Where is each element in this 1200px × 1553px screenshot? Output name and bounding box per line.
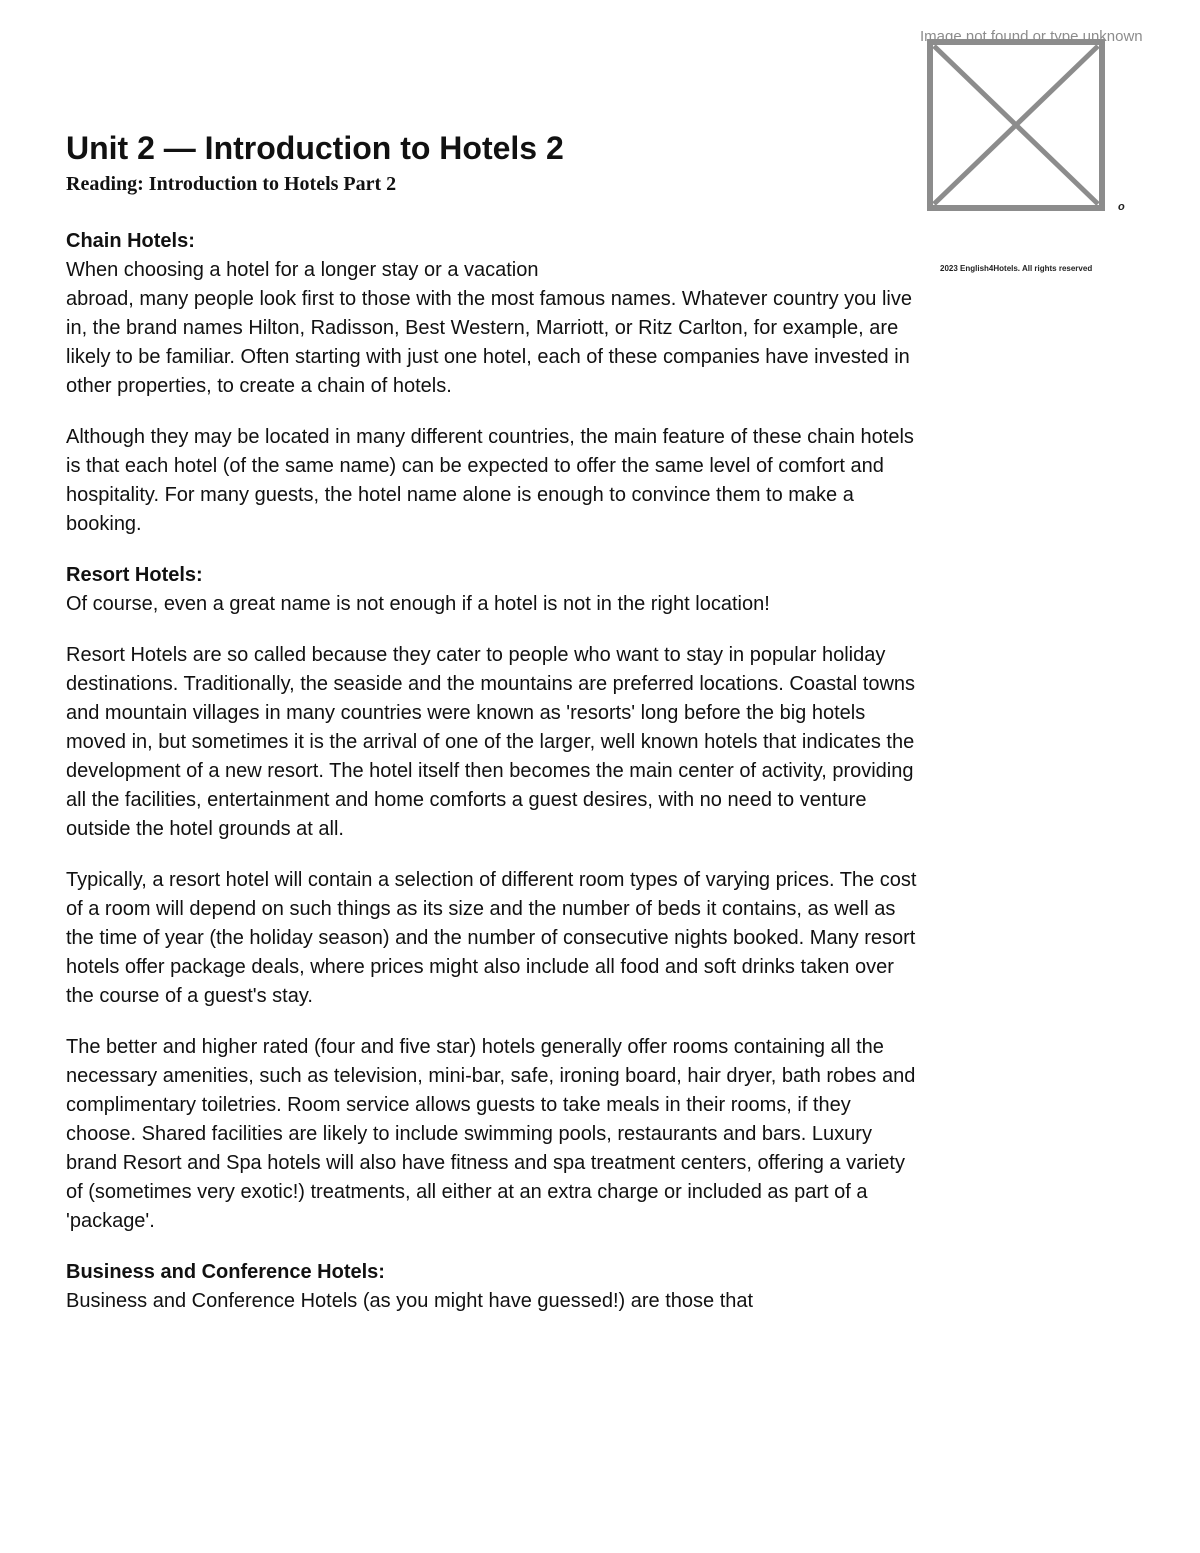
- resort-hotels-paragraph-2: Resort Hotels are so called because they cater to people who want to stay in popular holiday destinations. Traditionally, the seaside and the mountains are preferred locations. Coastal towns and mountain villages in many countries were known as 'resorts' long before the big hotels moved in, but sometimes it is the arrival of one of the larger, well known hotels that indicates the development of a new resort. The hotel itself then becomes the main center of activity, providing all the facilities, entertainment and home comforts a guest desires, with no need to venture outside the hotel grounds at all.: [66, 644, 916, 840]
- chain-hotels-paragraph-1: abroad, many people look first to those with the most famous names. Whatever country you live in, the brand names Hilton, Radisson, Best Western, Marriott, or Ritz Carlton, for example, are likely to be familiar. Often starting with just one hotel, each of these companies have invested in other properties, to create a chain of hotels.: [66, 288, 912, 397]
- page-subtitle: Reading: Introduction to Hotels Part 2: [66, 173, 397, 195]
- chain-hotels-paragraph-2: Although they may be located in many different countries, the main feature of these chain hotels is that each hotel (of the same name) can be expected to offer the same level of comfort and hospitality. For many guests, the hotel name alone is enough to convince them to make a booking.: [66, 426, 914, 535]
- section-heading-business-hotels: Business and Conference Hotels:: [66, 1261, 385, 1283]
- broken-image-icon: [926, 38, 1106, 212]
- resort-hotels-paragraph-4: The better and higher rated (four and five star) hotels generally offer rooms containing all the necessary amenities, such as television, mini-bar, safe, ironing board, hair dryer, bath robes and complimentary toiletries. Room service allows guests to take meals in their rooms, if they choose. Shared facilities are likely to include swimming pools, restaurants and bars. Luxury brand Resort and Spa hotels will also have fitness and spa treatment centers, offering a variety of (sometimes very exotic!) treatments, all either at an extra charge or included as part of a 'package'.: [66, 1036, 916, 1232]
- missing-image-caption: Image not found or type unknown: [920, 28, 1143, 45]
- page-title: Unit 2 — Introduction to Hotels 2: [66, 130, 564, 166]
- copyright-notice: 2023 English4Hotels. All rights reserved: [940, 264, 1093, 273]
- resort-hotels-paragraph-3: Typically, a resort hotel will contain a selection of different room types of varying prices. The cost of a room will depend on such things as its size and the number of beds it contains, as well as the time of year (the holiday season) and the number of consecutive nights booked. Many resort hotels offer package deals, where prices might also include all food and soft drinks taken over the course of a guest's stay.: [66, 869, 917, 1007]
- section-heading-resort-hotels: Resort Hotels:: [66, 564, 203, 586]
- small-mark: o: [1118, 201, 1125, 213]
- section-heading-chain-hotels: Chain Hotels:: [66, 230, 195, 252]
- chain-hotels-first-line: When choosing a hotel for a longer stay or a vacation: [66, 259, 539, 281]
- business-hotels-paragraph-1: Business and Conference Hotels (as you might have guessed!) are those that: [66, 1290, 754, 1312]
- resort-hotels-paragraph-1: Of course, even a great name is not enough if a hotel is not in the right location!: [66, 593, 770, 615]
- missing-image-placeholder: [920, 28, 1143, 218]
- document-body: [66, 128, 926, 1316]
